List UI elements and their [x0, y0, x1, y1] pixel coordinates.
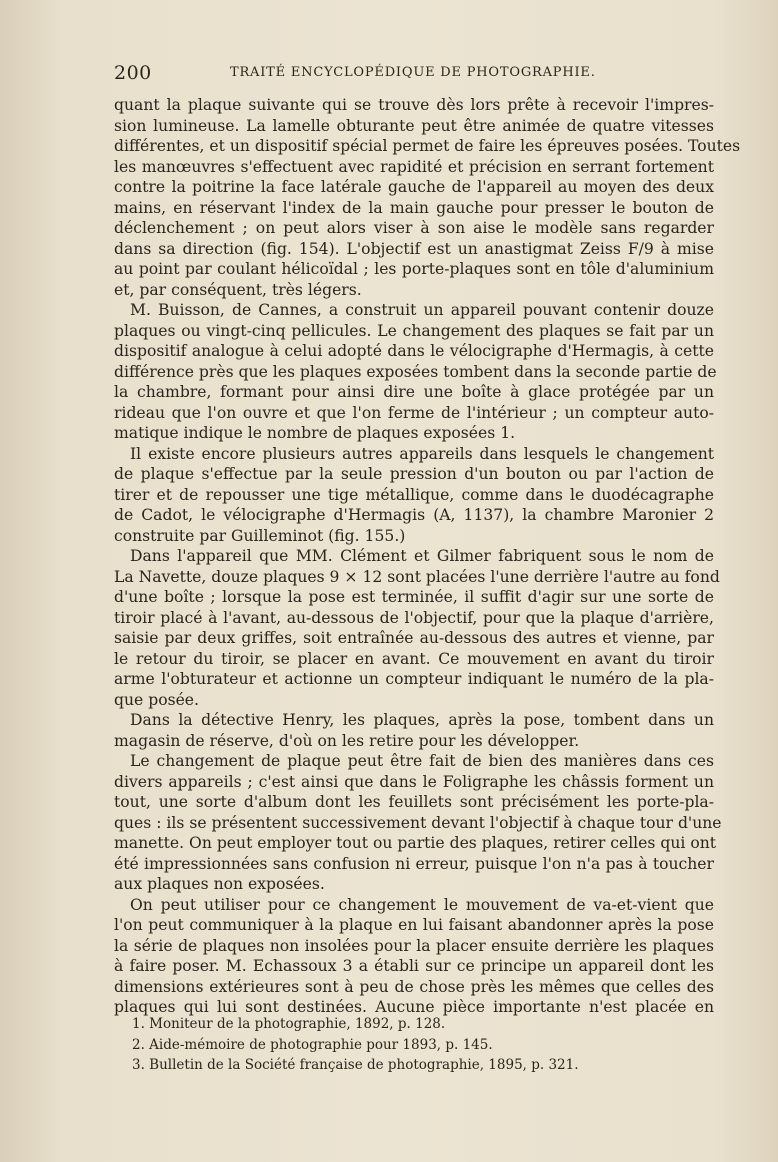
- footnote: 1. Moniteur de la photographie, 1892, p. 128.: [132, 1016, 446, 1032]
- text-line: dans sa direction (fig. 154). L'objectif est un anastigmat Zeiss F/9 à mise: [114, 239, 714, 258]
- running-title: TRAITÉ ENCYCLOPÉDIQUE DE PHOTOGRAPHIE.: [230, 65, 596, 80]
- text-line: Dans l'appareil que MM. Clément et Gilmer fabriquent sous le nom de: [130, 547, 714, 565]
- text-line: Le changement de plaque peut être fait de bien des manières dans ces: [130, 752, 714, 770]
- text-line: tiroir placé à l'avant, au-dessous de l'objectif, pour que la plaque d'arrière,: [114, 608, 714, 627]
- text-line: quant la plaque suivante qui se trouve dès lors prête à recevoir l'impres-: [114, 96, 714, 114]
- text-line: plaques ou vingt-cinq pellicules. Le changement des plaques se fait par un: [114, 321, 714, 340]
- text-line: les manœuvres s'effectuent avec rapidité et précision en serrant fortement: [114, 157, 714, 176]
- text-line: ques : ils se présentent successivement devant l'objectif à chaque tour d'une: [114, 813, 722, 832]
- footnote: 2. Aide-mémoire de photographie pour 1893, p. 145.: [132, 1036, 493, 1053]
- text-line: contre la poitrine la face latérale gauche de l'appareil au moyen des deux: [114, 178, 714, 196]
- text-line: et, par conséquent, très légers.: [114, 280, 362, 299]
- text-line: de Cadot, le vélocigraphe d'Hermagis (A, 1137), la chambre Maronier 2: [114, 506, 714, 524]
- text-line: l'on peut communiquer à la plaque en lui faisant abandonner après la pose: [114, 916, 714, 934]
- text-line: La Navette, douze plaques 9 × 12 sont placées l'une derrière l'autre au fond: [114, 567, 720, 586]
- text-line: que posée.: [114, 690, 199, 709]
- text-line: la chambre, formant pour ainsi dire une boîte à glace protégée par un: [114, 383, 714, 401]
- text-line: construite par Guilleminot (fig. 155.): [114, 526, 406, 545]
- text-line: à faire poser. M. Echassoux 3 a établi sur ce principe un appareil dont les: [114, 957, 714, 975]
- text-line: Dans la détective Henry, les plaques, après la pose, tombent dans un: [130, 711, 714, 729]
- text-line: le retour du tiroir, se placer en avant. Ce mouvement en avant du tiroir: [114, 649, 714, 668]
- text-line: saisie par deux griffes, soit entraînée au-dessous des autres et vienne, par: [114, 629, 714, 647]
- text-line: arme l'obturateur et actionne un compteur indiquant le numéro de la pla-: [114, 670, 714, 688]
- body-text: [114, 95, 741, 1018]
- text-line: aux plaques non exposées.: [114, 875, 325, 893]
- text-line: déclenchement ; on peut alors viser à son aise le modèle sans regarder: [114, 219, 714, 237]
- footnote: 3. Bulletin de la Société française de photographie, 1895, p. 321.: [132, 1057, 579, 1073]
- text-line: rideau que l'on ouvre et que l'on ferme de l'intérieur ; un compteur auto-: [114, 403, 714, 422]
- text-line: M. Buisson, de Cannes, a construit un appareil pouvant contenir douze: [130, 301, 714, 319]
- text-line: plaques qui lui sont destinées. Aucune pièce importante n'est placée en: [114, 998, 714, 1016]
- text-line: d'une boîte ; lorsque la pose est terminée, il suffit d'agir sur une sorte de: [114, 588, 714, 606]
- footnotes: [132, 1014, 692, 1076]
- page-header: [114, 62, 714, 86]
- text-line: la série de plaques non insolées pour la placer ensuite derrière les plaques: [114, 936, 714, 955]
- text-line: différentes, et un dispositif spécial permet de faire les épreuves posées. Toutes: [114, 137, 741, 155]
- text-line: mains, en réservant l'index de la main gauche pour presser le bouton de: [114, 198, 714, 217]
- text-line: au point par coulant hélicoïdal ; les porte-plaques sont en tôle d'aluminium: [114, 260, 714, 278]
- text-line: tout, une sorte d'album dont les feuillets sont précisément les porte-pla-: [114, 793, 714, 811]
- text-line: sion lumineuse. La lamelle obturante peut être animée de quatre vitesses: [114, 116, 714, 135]
- text-line: On peut utiliser pour ce changement le mouvement de va-et-vient que: [130, 895, 714, 914]
- text-line: différence près que les plaques exposées tombent dans la seconde partie de: [114, 362, 717, 381]
- page-number: 200: [114, 62, 152, 84]
- text-line: de plaque s'effectue par la seule pression d'un bouton ou par l'action de: [114, 465, 714, 483]
- text-line: dispositif analogue à celui adopté dans le vélocigraphe d'Hermagis, à cette: [114, 342, 714, 360]
- text-line: magasin de réserve, d'où on les retire pour les développer.: [114, 731, 580, 750]
- text-line: dimensions extérieures sont à peu de chose près les mêmes que celles des: [114, 977, 714, 996]
- text-line: été impressionnées sans confusion ni erreur, puisque l'on n'a pas à toucher: [114, 854, 714, 873]
- text-line: divers appareils ; c'est ainsi que dans le Foligraphe les châssis forment un: [114, 772, 714, 791]
- text-line: Il existe encore plusieurs autres appareils dans lesquels le changement: [130, 444, 714, 463]
- text-line: matique indique le nombre de plaques exposées 1.: [114, 424, 516, 442]
- text-line: tirer et de repousser une tige métallique, comme dans le duodécagraphe: [114, 485, 714, 504]
- text-line: manette. On peut employer tout ou partie des plaques, retirer celles qui ont: [114, 834, 717, 852]
